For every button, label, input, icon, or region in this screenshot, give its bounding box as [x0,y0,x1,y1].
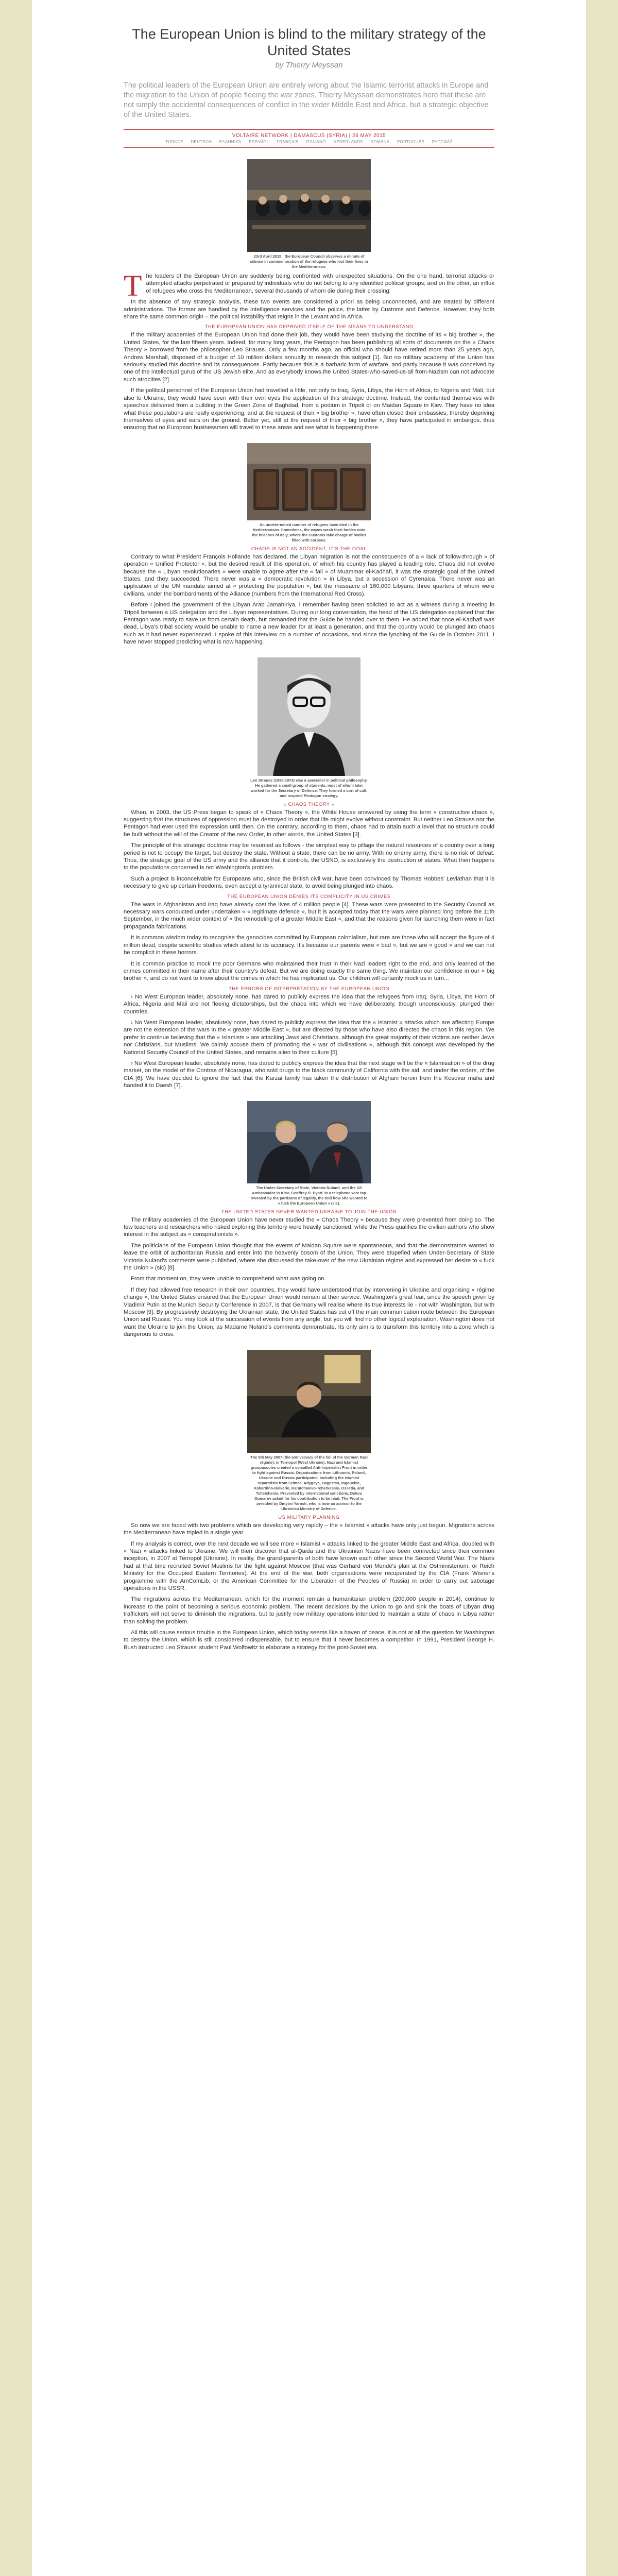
article [124,0,494,1651]
paragraph: If my analysis is correct, over the next decade we will see more « Islamist » attacks linked to the greater Middle East and Africa, doubled with « Nazi » attacks linked to Ukraine. We will then discover that al-Qaida and the Ukrainian Nazis have been connected since their common inception, in 2007 at Ternopol (Ukraine). In reality, the grand-parents of both have known each other since the Second World War. The Nazis had at that time recruited Soviet Muslims for the fight against Moscow (that was Gerhard von Mende's plan at the Ostministerium, or Reich Ministry for the Occupied Eastern Territories). At the end of the war, both organisations were recuperated by the CIA (Frank Wisner's programme with the AmComLib, or the American Committee for the Liberation of the Peoples of Russia) in order to carry out sabotage operations in the USSR. [124,1540,494,1591]
article-title: The European Union is blind to the military strategy of the United States [132,26,486,58]
page-sheet [32,0,586,2576]
language-link[interactable]: ITALIANO [306,140,326,144]
paragraph: The politicians of the European Union thought that the events of Maidan Square were spontaneous, and that the demonstrators wanted to leave the orbit of authoritarian Russia and enter into the heavenly bosom of the Union. They were stupefied when Under-Secretary of State Victoria Nuland's comments were published, where she discussed the take-over of the new Ukrainian régime and expressed her desire to « fuck the Union » (sic) [8]. [124,1242,494,1272]
figure-caption: The 9th May 2007 (the anniversary of the fall of the German Nazi régime), in Ternopol (West Ukraine), Nazi and Islamist groupuscules created a so-called Anti-Imperialist Front in order to fight against Russia. Organisations from Lithuania, Poland, Ukraine and Russia participated, including the Islamist separatists from Crimea, Adygeya, Dagestan, Ingouchie, Kabardino-Balkarie, Karatchaïevo-Tcherkessie, Ossetia, and Tchetchenia. Prevented by international sanctions, Dokou Oumarov asked for his contribution to be read. The Front is presided by Dmytro Yarosh, who is now an advisor to the Ukrainian Ministry of Defence. [250,1454,368,1511]
paragraph: › No West European leader, absolutely none, has dared to publicly express the idea that the next stage will be the « Islamisation » of the drug market, on the model of the Contras of Nicaragua, who sold drugs to the black community of California with the aid, and under the orders, of the CIA [6]. We have decided to ignore the fact that the Karzai family has taken the distribution of Afghani heroin from the Kosovar mafia and handed it to Daesh [7]. [124,1060,494,1089]
paragraph: › No West European leader, absolutely none, has dared to publicly express the idea that the refugees from Iraq, Syria, Libya, the Horn of Africa, Nigeria and Mali are not fleeing dictatorships, but the chaos into which we have deliberately, though unconsciously, plunged their countries. [124,993,494,1015]
language-link[interactable]: РУССКИЙ [432,140,453,144]
intro-paragraph [124,269,494,302]
figure-strauss [124,657,494,799]
paragraph: From that moment on, they were unable to comprehend what was going on. [131,1276,326,1282]
portrait-photo [258,657,360,776]
section-heading: THE EUROPEAN UNION DENIES ITS COMPLICITY IN US CRIMES [227,893,391,899]
council-photo [247,159,371,252]
paragraph: The military academies of the European Union have never studied the « Chaos Theory » because they were prevented from doing so. The few teachers and researchers who risked exploring this territory were heavily sanctioned, while the Press qualifies the civilian authors who show interest in the subject as « conspirationists ». [124,1216,494,1238]
paragraph: In the absence of any strategic analysis, these two events are considered a priori as being unconnected, and are treated by different administrations. The former are handled by the Intelligence services and the police, the latter by Customs and Defence. However, they both share the same common origin – the political instability that reigns in the Levant and in Africa. [124,299,494,320]
figure-caption: The Under-Secretary of State, Victoria Nuland, and the US Ambassador in Kiev, Geoffrey R. Pyatt. In a telephone wire tap revealed by the partisans of legality, the told how she wanted to « fuck the European Union » (sic). [250,1185,368,1206]
figure-ternopol [124,1350,494,1512]
figure-nuland [124,1101,494,1206]
section-heading: THE UNITED STATES NEVER WANTED UKRAINE TO JOIN THE UNION [221,1209,397,1214]
article-summary: The political leaders of the European Union are entirely wrong about the Islamic terrorist attacks in Europe and the migration to the Union of people fleeing the war zones. Thierry Meyssan demonstrates here that these are not simply the accidental consequences of conflict in the wider Middle East and Africa, but a strategic objective of the United States. [124,81,489,119]
diplomats-photo [247,1101,371,1183]
figure-caption: An undetermined number of refugees have died in the Mediterranean. Sometimes, the waves wash their bodies onto the beaches of Italy, where the Customs take charge of bodies filled with corpses. [252,522,366,543]
paragraph: If the political personnel of the European Union had travelled a little, not only to Iraq, Syria, Libya, the Horn of Africa, to Nigeria and Mali, but also to Ukraine, they would have seen with their own eyes the application of this strategic doctrine. Instead, the contented themselves with speeches delivered from a building in the Green Zone of Baghdad, from a podium in Tripoli or on Maidan Square in Kiev. They have no idea what these populations are really experiencing, and at the request of their « big brother », have often closed their embassies, thereby depriving themselves of eyes and ears on the ground. Better yet, still at the request of their « big brother », they have participated in embargos, thus ensuring that no European businessmen will travel to these areas and see what is happening there. [124,387,494,431]
paragraph: The migrations across the Mediterranean, which for the moment remain a humanitarian problem (200,000 people in 2014), continue to increase to the point of becoming a serious economic problem. The recent decisions by the Union to go and sink the boats of Libyan drug traffickers will not serve to diminish the migrations, but to justify new military operations intended to maintain a state of chaos in Libya rather than solving the problem. [124,1596,494,1625]
paragraph: Such a project is inconceivable for Europeans who, since the British civil war, have been convinced by Thomas Hobbes' Leviathan that it is necessary to give up certain freedoms, even accept a tyrannical state, to avoid being plunged into chaos. [124,875,494,890]
paragraph: Contrary to what President François Hollande has declared, the Libyan migration is not the consequence of a « lack of follow-through » of operation « Unified Protector », but the desired result of this operation, of which his country has played a leading role. Chaos did not evolve because the « Libyan revolutionaries » were unable to agree after the « fall » of Muammar el-Kadhafi, it was the strategic goal of the United States, and they succeeded. There never was a « democratic revolution » in Libya, but a secession of Cyrenaica. There never was an application of the UN mandate aimed at « protecting the population », but the massacre of 160,000 Libyans, three quarters of whom were civilians, under the bombardments of the Alliance (numbers from the International Red Cross). [124,553,494,597]
figure-caption: 23rd April 2015 : the European Council observes a minute of silence in commemoration of the refugees who lost their lives in the Mediterranean. [250,254,368,269]
section-heading: CHAOS IS NOT AN ACCIDENT, IT'S THE GOAL [251,546,367,551]
paragraph: When, in 2003, the US Press began to speak of « Chaos Theory », the White House answered by using the term « constructive chaos », suggesting that the structures of oppression must be destroyed in order that life might evolve without constraint. But neither Leo Strauss nor the Pentagon had ever used the expression until then. On the contrary, according to them, chaos had to attain such a level that no structure could be built without the will of the Creator of the new Order, in other words, the United States [3]. [124,809,494,838]
article-meta: VOLTAIRE NETWORK | DAMASCUS (SYRIA) | 26 MAY 2015 [232,133,386,139]
language-link[interactable]: TÜRKÇE [165,140,183,144]
paragraph: It is common practice to mock the poor Germans who maintained their trust in their Nazi leaders right to the end, and only learned of the crimes committed in their name after their country's defeat. But we are doing exactly the same thing. We maintain our confidence in our « big brother », and do not want to know about the crimes in which he has implicated us. Our children will certainly mock us in turn... [124,960,494,982]
section-heading: THE EUROPEAN UNION HAS DEPRIVED ITSELF OF THE MEANS TO UNDERSTAND [204,324,414,330]
language-link[interactable]: ESPAÑOL [249,140,269,144]
meeting-photo [247,1350,371,1453]
paragraph: The wars in Afghanistan and Iraq have already cost the lives of 4 million people [4]. These wars were presented to the Security Council as necessary wars conducted under undertaken « « legitimate defence », but it is accepted today that the wars were planned long before the 11th September, in the much wider context of « the remodeling of a greater Middle East », and that the reasons given for launching them were in fact propaganda fabrications. [124,901,494,930]
bodies-photo [247,443,371,520]
paragraph: If they had allowed free research in their own countries, they would have understood that by intervening in Ukraine and organising « régime change », the United States ensured that the European Union would remain at their service. Washington's great fear, since the speech given by Vladimir Putin at the Munich Security Conference in 2007, is that Germany will realise where its true interests lie - not with Washington, but with Moscow [9]. By progressively destroying the Ukrainian state, the United States has cut off the main communication route between the European Union and Russia. You may look at the succession of events from any angle, but you will find no other logical explanation. Washington does not want the Ukraine to join the Union, as Madame Nuland's comments demonstrate. Its only aim is to transform this territory into a zone which is dangerous to cross. [124,1286,494,1338]
byline[interactable]: by Thierry Meyssan [275,61,343,70]
section-heading: « CHAOS THEORY » [283,801,335,807]
language-link[interactable]: PORTUGUÊS [397,140,425,144]
language-link[interactable]: NEDERLANDS [333,140,363,144]
paragraph-text: he leaders of the European Union are suddenly being confronted with unexpected situations. On the one hand, terrorist attacks or attempted attacks perpetrated or prepared by individuals who do not belong to any identified political groups; and on the other, an influx of refugees who cross the Mediterranean, several thousands of whom die during their crossing. [146,273,494,294]
paragraph: Before I joined the government of the Libyan Arab Jamahiriya, I remember having been solicited to act as a witness during a meeting in Tripoli between a US delegation and the Libyan representatives. During our long conversation, the head of the US delegation explained that the Pentagon was ready to save us from certain death, but demanded that the Guide be handed over to them. He added that once el-Kadhafi was dead, Libya's tribal society would be unable to name a new leader for at least a generation, and that the country would be plunged into chaos such as it had never experienced. I spoke of this interview on a number of occasions, and since the lynching of the Guide in October 2011, I have never stopped predicting what is now happening. [124,602,494,646]
section-heading: US MILITARY PLANNING [278,1514,340,1520]
paragraph: So now we are faced with two problems which are developing very rapidly – the « Islamist » attacks have only just begun. Migrations across the Mediterranean have tripled in a single year. [124,1522,494,1536]
paragraph: It is common wisdom today to recognise the genocides committed by European colonialism, but rare are those who will accept the figure of 4 million dead, despite scientific studies which attest to its accuracy. It's because our parents were « bad », but we are « good » and we can not be complicit in these horrors. [124,935,494,956]
paragraph: All this will cause serious trouble in the European Union, which today seems like a haven of peace. It is not at all the question for Washington to destroy the Union, which is still considered indispensable, but to ensure that it never becomes a competitor. In 1991, President George H. Bush instructed Leo Strauss' student Paul Wolfowitz to elaborate a strategy for the post-Soviet era. [124,1629,494,1651]
paragraph: › No West European leader, absolutely none, has dared to publicly express the idea that the « Islamist » attacks which are affecting Europe are not the extension of the wars in the « greater Middle East », but are directed by those who have also directed the chaos in this region. We prefer to continue believing that the « Islamists » are attacking Jews and Christians, although the great majority of their victims are neither Jews nor Christians, but Muslims. We calmly accuse them of promoting the « war of civilisations », although this concept was developed by the National Security Council of the United States, and remains alien to their culture [5]. [124,1019,494,1056]
drop-cap: T [124,269,142,302]
divider [124,129,494,130]
language-link[interactable]: ΕΛΛΗΝΙΚΆ [219,140,242,144]
figure-council [124,159,494,269]
language-links [124,140,494,144]
divider [124,147,494,148]
language-link[interactable]: DEUTSCH [191,140,212,144]
figure-bodies [124,443,494,543]
section-heading: THE ERRORS OF INTERPRETATION BY THE EUROPEAN UNION [229,986,389,991]
language-link[interactable]: ROMÂNĂ [370,140,390,144]
paragraph: If the military academies of the European Union had done their job, they would have been studying the doctrine of its « big brother », the United States, for the last fifteen years. Indeed, for many long years, the Pentagon has been publishing all sorts of documents on the « Chaos Theory » borrowed from the philosopher Leo Strauss. Only a few months ago, an official who should have retired more than 25 years ago, Andrew Marshall, disposed of a budget of 10 million dollars annually to research this subject [1]. But no military academy of the Union has seriously studied this doctrine and its consequences. Partly because this is a barbaric form of warfare, and partly because it was conceived by one of the intellectual gurus of the US Jewish elite. And as everybody knows,the United States-who-saved-us-all from-Nazism can not advocate such atrocities [2]. [124,332,494,383]
language-link[interactable]: FRANÇAIS [277,140,299,144]
figure-caption: Leo Strauss (1899-1973) was a specialist in political philosophy. He gathered a small group of students, most of whom later worked for the Secretary of Defense. They formed a sort of cult, and inspired Pentagon strategy. [250,777,368,798]
paragraph: The principle of this strategic doctrine may be resumed as follows - the simplest way to pillage the natural resources of a country over a long period is not to occupy the target, but destroy the state. Without a state, there can be no army. With no enemy army, there is no risk of defeat. Thus, the strategic goal of the US army and the alliance that it controls, the USNO, is exclusively the destruction of states. What then happens to the populations concerned is not Washington's problem. [124,842,494,871]
